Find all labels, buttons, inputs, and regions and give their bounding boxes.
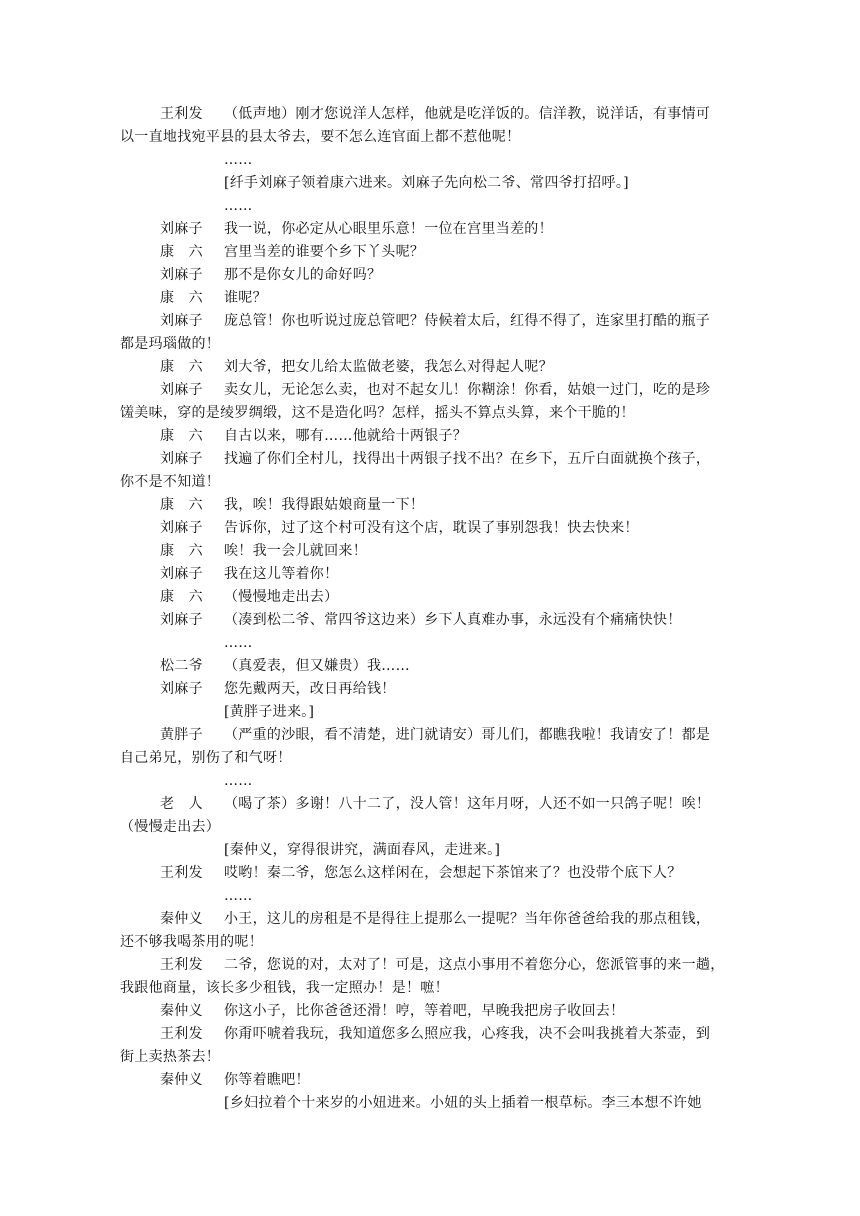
line-text: （真爱表，但又嫌贵）我……	[224, 658, 410, 674]
line-text: 告诉你，过了这个村可没有这个店，耽误了事别怨我！快去快来！	[224, 520, 639, 536]
speaker-name: 王利发	[160, 865, 203, 881]
line-text: 谁呢？	[224, 290, 267, 306]
dialogue-line	[160, 1001, 624, 1021]
line-text: （喝了茶）多谢！八十二了，没人管！这年月呀，人还不如一只鸽子呢！唉！	[224, 796, 711, 812]
speaker-name: 刘麻子	[160, 520, 203, 536]
speaker-name: 刘麻子	[160, 313, 203, 329]
dialogue-line	[160, 863, 682, 883]
dialogue-line	[160, 794, 710, 814]
stage-direction	[224, 702, 314, 722]
dialogue-line	[160, 242, 424, 262]
dialogue-line-continuation	[120, 472, 220, 492]
dialogue-line	[160, 909, 710, 929]
line-text: 还不够我喝茶用的呢！	[120, 934, 263, 950]
speaker-name: 刘麻子	[160, 612, 203, 628]
line-text: 刘大爷，把女儿给太监做老婆，我怎么对得起人呢？	[224, 359, 553, 375]
line-text: [纤手刘麻子领着康六进来。刘麻子先向松二爷、常四爷打招呼。]	[224, 175, 629, 191]
dialogue-line	[160, 610, 682, 630]
line-text: 哎哟！秦二爷，您怎么这样闲在，会想起下茶馆来了？也没带个底下人？	[224, 865, 682, 881]
stage-direction	[224, 1093, 702, 1113]
speaker-name: 王利发	[160, 1026, 203, 1042]
speaker-name: 王利发	[160, 957, 203, 973]
dialogue-line	[160, 495, 424, 515]
line-text: （低声地）刚才您说洋人怎样，他就是吃洋饭的。信洋教，说洋话，有事情可	[224, 106, 711, 122]
speaker-name: 黄胖子	[160, 727, 203, 743]
speaker-name: 刘麻子	[160, 267, 203, 283]
line-text: 小王，这儿的房租是不是得往上提那么一提呢？当年你爸爸给我的那点租钱，	[224, 911, 711, 927]
ellipsis-line	[224, 196, 253, 216]
dialogue-line	[160, 219, 553, 239]
line-text: ……	[224, 635, 253, 651]
line-text: 自古以来，哪有……他就给十两银子？	[224, 428, 468, 444]
dialogue-line	[160, 357, 553, 377]
dialogue-line	[160, 541, 367, 561]
line-text: 找遍了你们全村儿，找得出十两银子找不出？在乡下，五斤白面就换个孩子，	[224, 451, 711, 467]
line-text: 卖女儿，无论怎么卖，也对不起女儿！你糊涂！你看，姑娘一过门，吃的是珍	[224, 382, 711, 398]
speaker-name: 刘麻子	[160, 451, 203, 467]
line-text: 街上卖热茶去！	[120, 1049, 221, 1065]
dialogue-line	[160, 288, 267, 308]
line-text: 你不是不知道！	[120, 474, 221, 490]
stage-direction	[224, 840, 500, 860]
speaker-name: 刘麻子	[160, 566, 203, 582]
speaker-name: 康 六	[160, 589, 203, 605]
stage-direction	[224, 173, 629, 193]
ellipsis-line	[224, 633, 253, 653]
line-text: 二爷，您说的对，太对了！可是，这点小事用不着您分心，您派管事的来一趟，	[224, 957, 725, 973]
ellipsis-line	[224, 886, 253, 906]
line-text: 唉！我一会儿就回来！	[224, 543, 367, 559]
dialogue-line	[160, 265, 381, 285]
dialogue-line	[160, 587, 338, 607]
line-text: 宫里当差的谁要个乡下丫头呢？	[224, 244, 425, 260]
dialogue-line-continuation	[120, 978, 449, 998]
speaker-name: 秦仲义	[160, 911, 203, 927]
dialogue-line	[160, 955, 725, 975]
line-text: （慢慢走出去）	[120, 819, 221, 835]
dialogue-line-continuation	[120, 1047, 220, 1067]
speaker-name: 王利发	[160, 106, 203, 122]
speaker-name: 刘麻子	[160, 681, 203, 697]
line-text: 以一直地找宛平县的县太爷去，要不怎么连官面上都不惹他呢！	[120, 129, 521, 145]
dialogue-line-continuation	[120, 334, 220, 354]
dialogue-line-continuation	[120, 817, 220, 837]
speaker-name: 老 人	[160, 796, 203, 812]
line-text: 都是玛瑙做的！	[120, 336, 221, 352]
dialogue-line	[160, 1070, 310, 1090]
dialogue-line	[160, 725, 710, 745]
speaker-name: 康 六	[160, 543, 203, 559]
ellipsis-line	[224, 150, 253, 170]
line-text: 你这小子，比你爸爸还滑！哼，等着吧，早晚我把房子收回去！	[224, 1003, 625, 1019]
dialogue-line	[160, 380, 710, 400]
dialogue-line	[160, 564, 338, 584]
dialogue-line-continuation	[120, 127, 520, 147]
ellipsis-line	[224, 771, 253, 791]
dialogue-line	[160, 656, 410, 676]
line-text: ……	[224, 198, 253, 214]
speaker-name: 刘麻子	[160, 221, 203, 237]
line-text: ……	[224, 888, 253, 904]
line-text: 庞总管！你也听说过庞总管吧？侍候着太后，红得不得了，连家里打酷的瓶子	[224, 313, 711, 329]
line-text: ……	[224, 152, 253, 168]
line-text: 你等着瞧吧！	[224, 1072, 310, 1088]
dialogue-line	[160, 104, 710, 124]
line-text: ……	[224, 773, 253, 789]
line-text: （严重的沙眼，看不清楚，进门就请安）哥儿们，都瞧我啦！我请安了！都是	[224, 727, 711, 743]
line-text: 馐美味，穿的是绫罗绸缎，这不是造化吗？怎样，摇头不算点头算，来个干脆的！	[120, 405, 635, 421]
speaker-name: 康 六	[160, 428, 203, 444]
dialogue-line-continuation	[120, 932, 263, 952]
speaker-name: 康 六	[160, 290, 203, 306]
line-text: 你甭吓唬着我玩，我知道您多么照应我，心疼我，决不会叫我挑着大茶壶，到	[224, 1026, 711, 1042]
speaker-name: 秦仲义	[160, 1003, 203, 1019]
line-text: 我一说，你必定从心眼里乐意！一位在宫里当差的！	[224, 221, 553, 237]
dialogue-line	[160, 311, 710, 331]
dialogue-line	[160, 449, 710, 469]
line-text: [乡妇拉着个十来岁的小妞进来。小妞的头上插着一根草标。李三本想不许她	[224, 1095, 702, 1111]
line-text: 自己弟兄，别伤了和气呀！	[120, 750, 292, 766]
speaker-name: 松二爷	[160, 658, 203, 674]
dialogue-line	[160, 426, 467, 446]
line-text: [黄胖子进来。]	[224, 704, 315, 720]
line-text: 您先戴两天，改日再给钱！	[224, 681, 396, 697]
speaker-name: 康 六	[160, 359, 203, 375]
line-text: 我，唉！我得跟姑娘商量一下！	[224, 497, 425, 513]
dialogue-line	[160, 518, 639, 538]
line-text: 那不是你女儿的命好吗？	[224, 267, 382, 283]
line-text: 我在这儿等着你！	[224, 566, 339, 582]
dialogue-line-continuation	[120, 403, 635, 423]
line-text: （慢慢地走出去）	[224, 589, 339, 605]
line-text: 我跟他商量，该长多少租钱，我一定照办！是！嗻！	[120, 980, 449, 996]
dialogue-line	[160, 679, 396, 699]
speaker-name: 刘麻子	[160, 382, 203, 398]
speaker-name: 秦仲义	[160, 1072, 203, 1088]
dialogue-line	[160, 1024, 710, 1044]
speaker-name: 康 六	[160, 497, 203, 513]
dialogue-line-continuation	[120, 748, 292, 768]
line-text: [秦仲义，穿得很讲究，满面春风，走进来。]	[224, 842, 501, 858]
speaker-name: 康 六	[160, 244, 203, 260]
line-text: （凑到松二爷、常四爷这边来）乡下人真难办事，永远没有个痛痛快快！	[224, 612, 682, 628]
